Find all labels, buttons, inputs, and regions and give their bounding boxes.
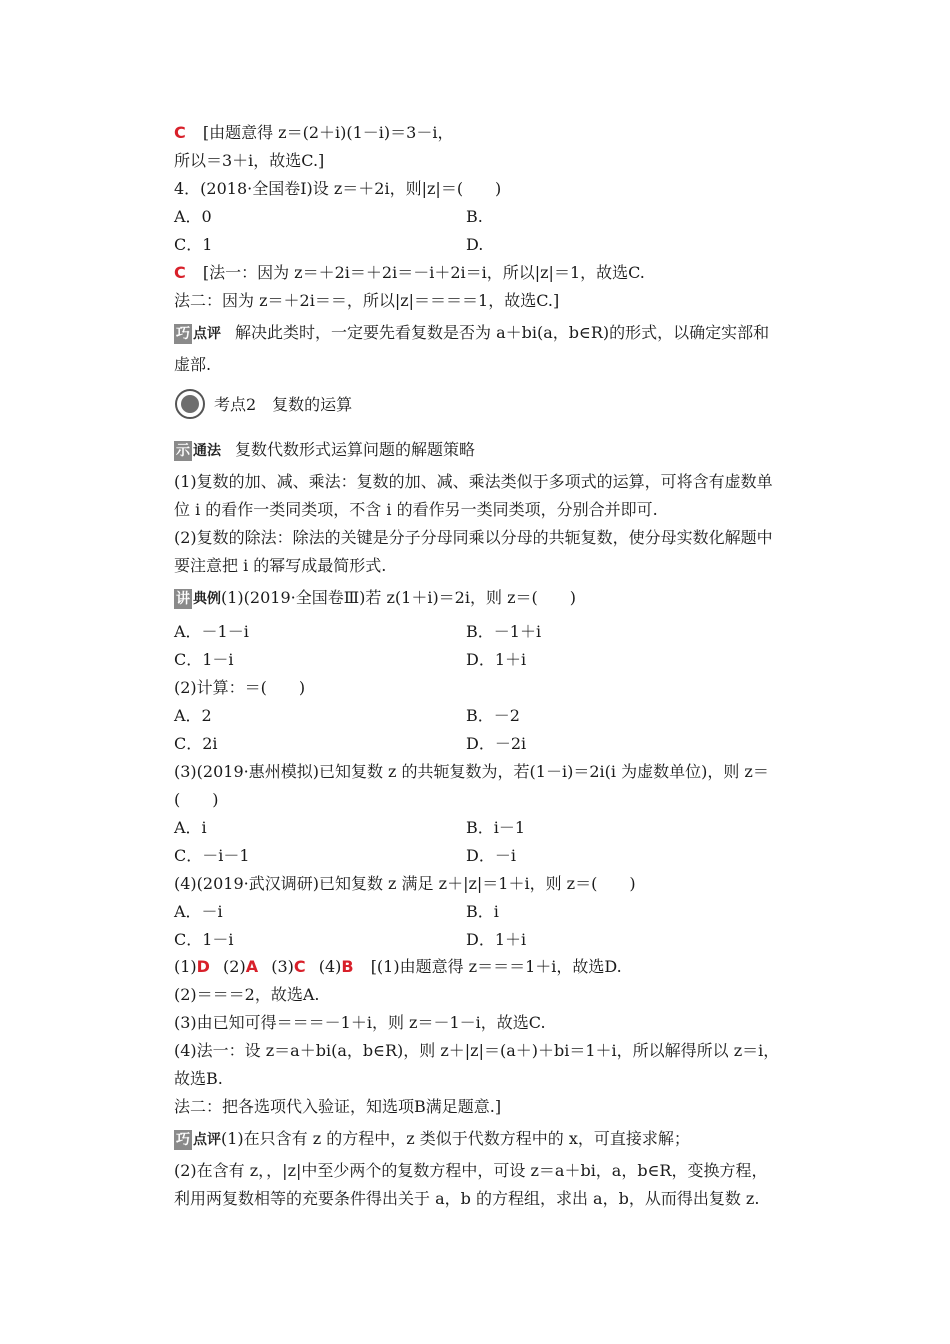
option-c: C．1－i <box>174 650 234 669</box>
example-question: (1)(2019·全国卷Ⅲ)若 z(1＋i)＝2i，则 z＝( ) <box>221 588 576 607</box>
solution-line <box>174 263 645 283</box>
section-bullet-icon <box>175 389 205 419</box>
solution-line: 法二：因为 z＝＋2i＝＝，所以|z|＝＝＝＝1，故选C.] <box>174 291 560 310</box>
option-b: B．i－1 <box>466 818 526 837</box>
answer-letter: B <box>341 957 354 976</box>
question-stem: (3)(2019·惠州模拟)已知复数 z 的共轭复数为，若(1－i)＝2i(i 为虚数单位)，则 z＝ <box>174 762 769 781</box>
comment-line: 虚部. <box>174 355 212 374</box>
option-c: C．1－i <box>174 930 234 949</box>
solution-text: [法一：因为 z＝＋2i＝＋2i＝－i＋2i＝i，所以|z|＝1，故选C. <box>202 263 645 282</box>
paragraph-line: (2)复数的除法：除法的关键是分子分母同乘以分母的共轭复数，使分母实数化解题中 <box>174 528 773 547</box>
answer-letter: D <box>196 957 210 976</box>
option-b: B．－2 <box>466 706 520 725</box>
question-stem: (2)计算：＝( ) <box>174 678 306 697</box>
option-d: D．－i <box>466 846 516 865</box>
comment-line <box>174 323 769 344</box>
solution-line: (2)＝＝＝2，故选A. <box>174 985 320 1004</box>
option-d: D．－2i <box>466 734 527 753</box>
option-d: D．1＋i <box>466 930 527 949</box>
paragraph-line: (2)在含有 z，，|z|中至少两个的复数方程中，可设 z＝a＋bi，a，b∈R，变换方程， <box>174 1161 768 1180</box>
question-stem: ( ) <box>174 790 219 809</box>
answer-letter: A <box>245 957 259 976</box>
paragraph-line: 要注意把 i 的幂写成最简形式. <box>174 556 387 575</box>
solution-line: (3)由已知可得＝＝＝－1＋i，则 z＝－1－i，故选C. <box>174 1013 546 1032</box>
paragraph-line: 位 i 的看作一类同类项，不含 i 的看作另一类同类项，分别合并即可. <box>174 500 658 519</box>
comment-text: (1)在只含有 z 的方程中，z 类似于代数方程中的 x，可直接求解； <box>221 1129 690 1148</box>
section-title: 考点2 复数的运算 <box>214 395 353 414</box>
answer-letter: C <box>293 957 306 976</box>
solution-line: (4)法一：设 z＝a＋bi(a，b∈R)，则 z＋|z|＝(a＋)＋bi＝1＋i，所以解得所以 z＝i， <box>174 1041 780 1060</box>
solution-line: 法二：把各选项代入验证，知选项B满足题意.] <box>174 1097 502 1116</box>
option-a: A．－i <box>174 902 223 921</box>
option-b: B．i <box>466 902 499 921</box>
method-title: 复数代数形式运算问题的解题策略 <box>235 440 476 459</box>
option-a: A．i <box>174 818 207 837</box>
option-c: C．－i－1 <box>174 846 250 865</box>
solution-text: [由题意得 z＝(2＋i)(1－i)＝3－i， <box>202 123 454 142</box>
option-b: B．－1＋i <box>466 622 542 641</box>
example-heading <box>174 588 576 609</box>
comment-text: 解决此类时，一定要先看复数是否为 a＋bi(a，b∈R)的形式，以确定实部和 <box>235 323 770 342</box>
question-stem: 4．(2018·全国卷Ⅰ)设 z＝＋2i，则|z|＝( ) <box>174 179 502 198</box>
option-c: C．2i <box>174 734 218 753</box>
comment-tag: 巧 点评 <box>176 1132 221 1148</box>
option-b: B. <box>466 207 483 226</box>
option-a: A．2 <box>174 706 212 725</box>
option-c: C．1 <box>174 235 213 254</box>
option-d: D. <box>466 235 484 254</box>
option-a: A．－1－i <box>174 622 249 641</box>
method-tag: 示 通法 <box>176 443 221 459</box>
answer-letter: C <box>174 123 186 142</box>
paragraph-line: (1)复数的加、减、乘法：复数的加、减、乘法类似于多项式的运算，可将含有虚数单 <box>174 472 773 491</box>
solution-line <box>174 123 453 143</box>
solution-line: 故选B. <box>174 1069 223 1088</box>
example-tag: 讲 典例 <box>176 591 221 607</box>
method-heading <box>174 440 475 461</box>
option-d: D．1＋i <box>466 650 527 669</box>
comment-line <box>174 1129 690 1150</box>
solution-line: 所以＝3＋i，故选C.] <box>174 151 325 170</box>
answer-line: (1)D (2)A (3)C (4)B [(1)由题意得 z＝＝＝1＋i，故选D. <box>174 957 622 976</box>
solution-text: [(1)由题意得 z＝＝＝1＋i，故选D. <box>370 957 622 976</box>
option-a: A．0 <box>174 207 212 226</box>
answer-letter: C <box>174 263 186 282</box>
comment-tag: 巧 点评 <box>176 326 221 342</box>
question-stem: (4)(2019·武汉调研)已知复数 z 满足 z＋|z|＝1＋i，则 z＝( ) <box>174 874 636 893</box>
paragraph-line: 利用两复数相等的充要条件得出关于 a，b 的方程组，求出 a，b，从而得出复数 z. <box>174 1189 760 1208</box>
